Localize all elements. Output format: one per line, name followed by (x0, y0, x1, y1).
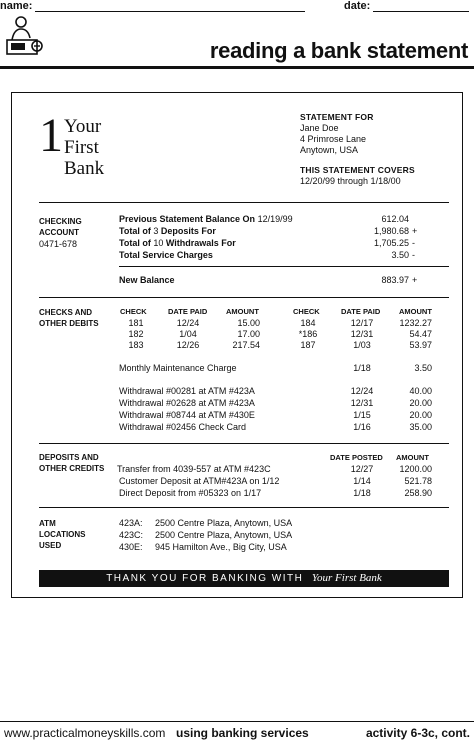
check-amount: 15.00 (237, 318, 260, 328)
checking-account-title: CHECKING ACCOUNT (39, 217, 82, 237)
debit-description: Withdrawal #02456 Check Card (119, 422, 247, 432)
atm-address: 2500 Centre Plaza, Anytown, USA (155, 518, 293, 528)
customer-city: Anytown, USA (300, 145, 359, 155)
credit-description: Direct Deposit from #05323 on 1/17 (119, 488, 262, 498)
new-balance-amount: 883.97 (381, 275, 409, 285)
section-divider (39, 507, 449, 508)
debit-amount: 3.50 (414, 363, 432, 373)
credit-amount: 521.78 (404, 476, 432, 486)
date-line (373, 2, 469, 12)
section-divider (39, 443, 449, 444)
date-label: date: (344, 0, 371, 12)
banner-text: THANK YOU FOR BANKING WITH (106, 573, 304, 584)
amount-column-header: AMOUNT (226, 307, 259, 316)
credit-date: 12/27 (350, 464, 374, 474)
date-posted-column-header: DATE POSTED (330, 453, 383, 462)
bank-logo-name: Your First Bank (64, 116, 105, 179)
debit-date: 1/18 (353, 363, 371, 373)
summary-divider (119, 266, 449, 267)
date-field (344, 0, 469, 12)
deposits-total-label: Total of 3 Deposits For (119, 226, 216, 236)
statement-period: 12/20/99 through 1/18/00 (300, 176, 401, 186)
credit-date: 1/14 (353, 476, 371, 486)
checks-section-title: CHECKS AND OTHER DEBITS (39, 308, 99, 328)
credit-date: 1/18 (353, 488, 371, 498)
previous-balance-label: Previous Statement Balance On 12/19/99 (119, 214, 293, 224)
statement-for-heading: STATEMENT FOR (300, 112, 374, 122)
date-paid-column-header: DATE PAID (341, 307, 381, 316)
footer-divider (0, 721, 474, 722)
service-charges-label: Total Service Charges (119, 250, 213, 260)
check-date: 12/17 (350, 318, 374, 328)
customer-name: Jane Doe (300, 123, 339, 133)
new-balance-label: New Balance (119, 275, 175, 285)
credit-description: Customer Deposit at ATM#423A on 1/12 (119, 476, 280, 486)
bank-statement (11, 92, 463, 598)
check-number: *186 (298, 329, 318, 339)
debit-date: 1/16 (353, 422, 371, 432)
name-line (35, 2, 305, 12)
check-date: 12/26 (176, 340, 200, 350)
statement-for-block (300, 112, 415, 187)
debit-description: Withdrawal #02628 at ATM #423A (119, 398, 255, 408)
footer-section: using banking services (176, 726, 309, 740)
check-number: 183 (128, 340, 144, 350)
atm-address: 945 Hamilton Ave., Big City, USA (155, 542, 287, 552)
date-paid-column-header: DATE PAID (168, 307, 208, 316)
check-number: 182 (128, 329, 144, 339)
section-divider (39, 297, 449, 298)
customer-street: 4 Primrose Lane (300, 134, 367, 144)
atm-code: 423A: (119, 518, 143, 528)
title-divider (0, 66, 474, 69)
account-number: 0471-678 (39, 239, 78, 249)
debit-description: Monthly Maintenance Charge (119, 363, 237, 373)
banner-bank-name: Your First Bank (311, 572, 382, 584)
amount-column-header: AMOUNT (396, 453, 429, 462)
withdrawals-sign: - (412, 238, 415, 248)
debit-amount: 35.00 (409, 422, 432, 432)
debit-date: 12/24 (350, 386, 374, 396)
deposits-section-title: DEPOSITS AND OTHER CREDITS (39, 453, 105, 473)
debit-date: 1/15 (353, 410, 371, 420)
deposits-total-amount: 1,980.68 (373, 226, 409, 236)
credit-amount: 258.90 (404, 488, 432, 498)
name-label: name: (0, 0, 33, 12)
debit-date: 12/31 (350, 398, 374, 408)
check-column-header: CHECK (293, 307, 320, 316)
check-number: 184 (300, 318, 316, 328)
check-number: 181 (128, 318, 144, 328)
footer-activity: activity 6-3c, cont. (365, 726, 470, 740)
withdrawals-total-label: Total of 10 Withdrawals For (119, 238, 236, 248)
service-charges-sign: - (412, 250, 415, 260)
check-date: 12/24 (176, 318, 200, 328)
debit-amount: 20.00 (409, 398, 432, 408)
service-charges-amount: 3.50 (391, 250, 409, 260)
new-balance-sign: + (412, 275, 418, 285)
thank-you-banner (39, 570, 449, 587)
check-amount: 54.47 (409, 329, 432, 339)
footer-url: www.practicalmoneyskills.com (4, 726, 166, 740)
check-date: 1/03 (353, 340, 371, 350)
bank-logo-number: 1 (39, 109, 63, 162)
credit-description: Transfer from 4039-557 at ATM #423C (117, 464, 271, 474)
check-number: 187 (300, 340, 316, 350)
computer-user-icon (4, 14, 48, 58)
credit-amount: 1200.00 (399, 464, 432, 474)
atm-code: 430E: (119, 542, 143, 552)
withdrawals-total-amount: 1,705.25 (373, 238, 409, 248)
previous-balance-amount: 612.04 (381, 214, 409, 224)
atm-address: 2500 Centre Plaza, Anytown, USA (155, 530, 293, 540)
check-column-header: CHECK (120, 307, 147, 316)
check-amount: 217.54 (232, 340, 260, 350)
debit-description: Withdrawal #08744 at ATM #430E (119, 410, 255, 420)
debit-amount: 40.00 (409, 386, 432, 396)
page-title: reading a bank statement (209, 38, 468, 63)
debit-amount: 20.00 (409, 410, 432, 420)
check-amount: 53.97 (409, 340, 432, 350)
check-date: 1/04 (179, 329, 197, 339)
section-divider (39, 202, 449, 203)
debit-description: Withdrawal #00281 at ATM #423A (119, 386, 255, 396)
check-amount: 1232.27 (399, 318, 432, 328)
atm-section-title: ATM LOCATIONS USED (39, 519, 86, 550)
check-amount: 17.00 (237, 329, 260, 339)
statement-covers-heading: THIS STATEMENT COVERS (300, 165, 415, 175)
check-date: 12/31 (350, 329, 374, 339)
name-field (0, 0, 305, 12)
deposits-sign: + (412, 226, 418, 236)
amount-column-header: AMOUNT (399, 307, 432, 316)
atm-code: 423C: (119, 530, 144, 540)
